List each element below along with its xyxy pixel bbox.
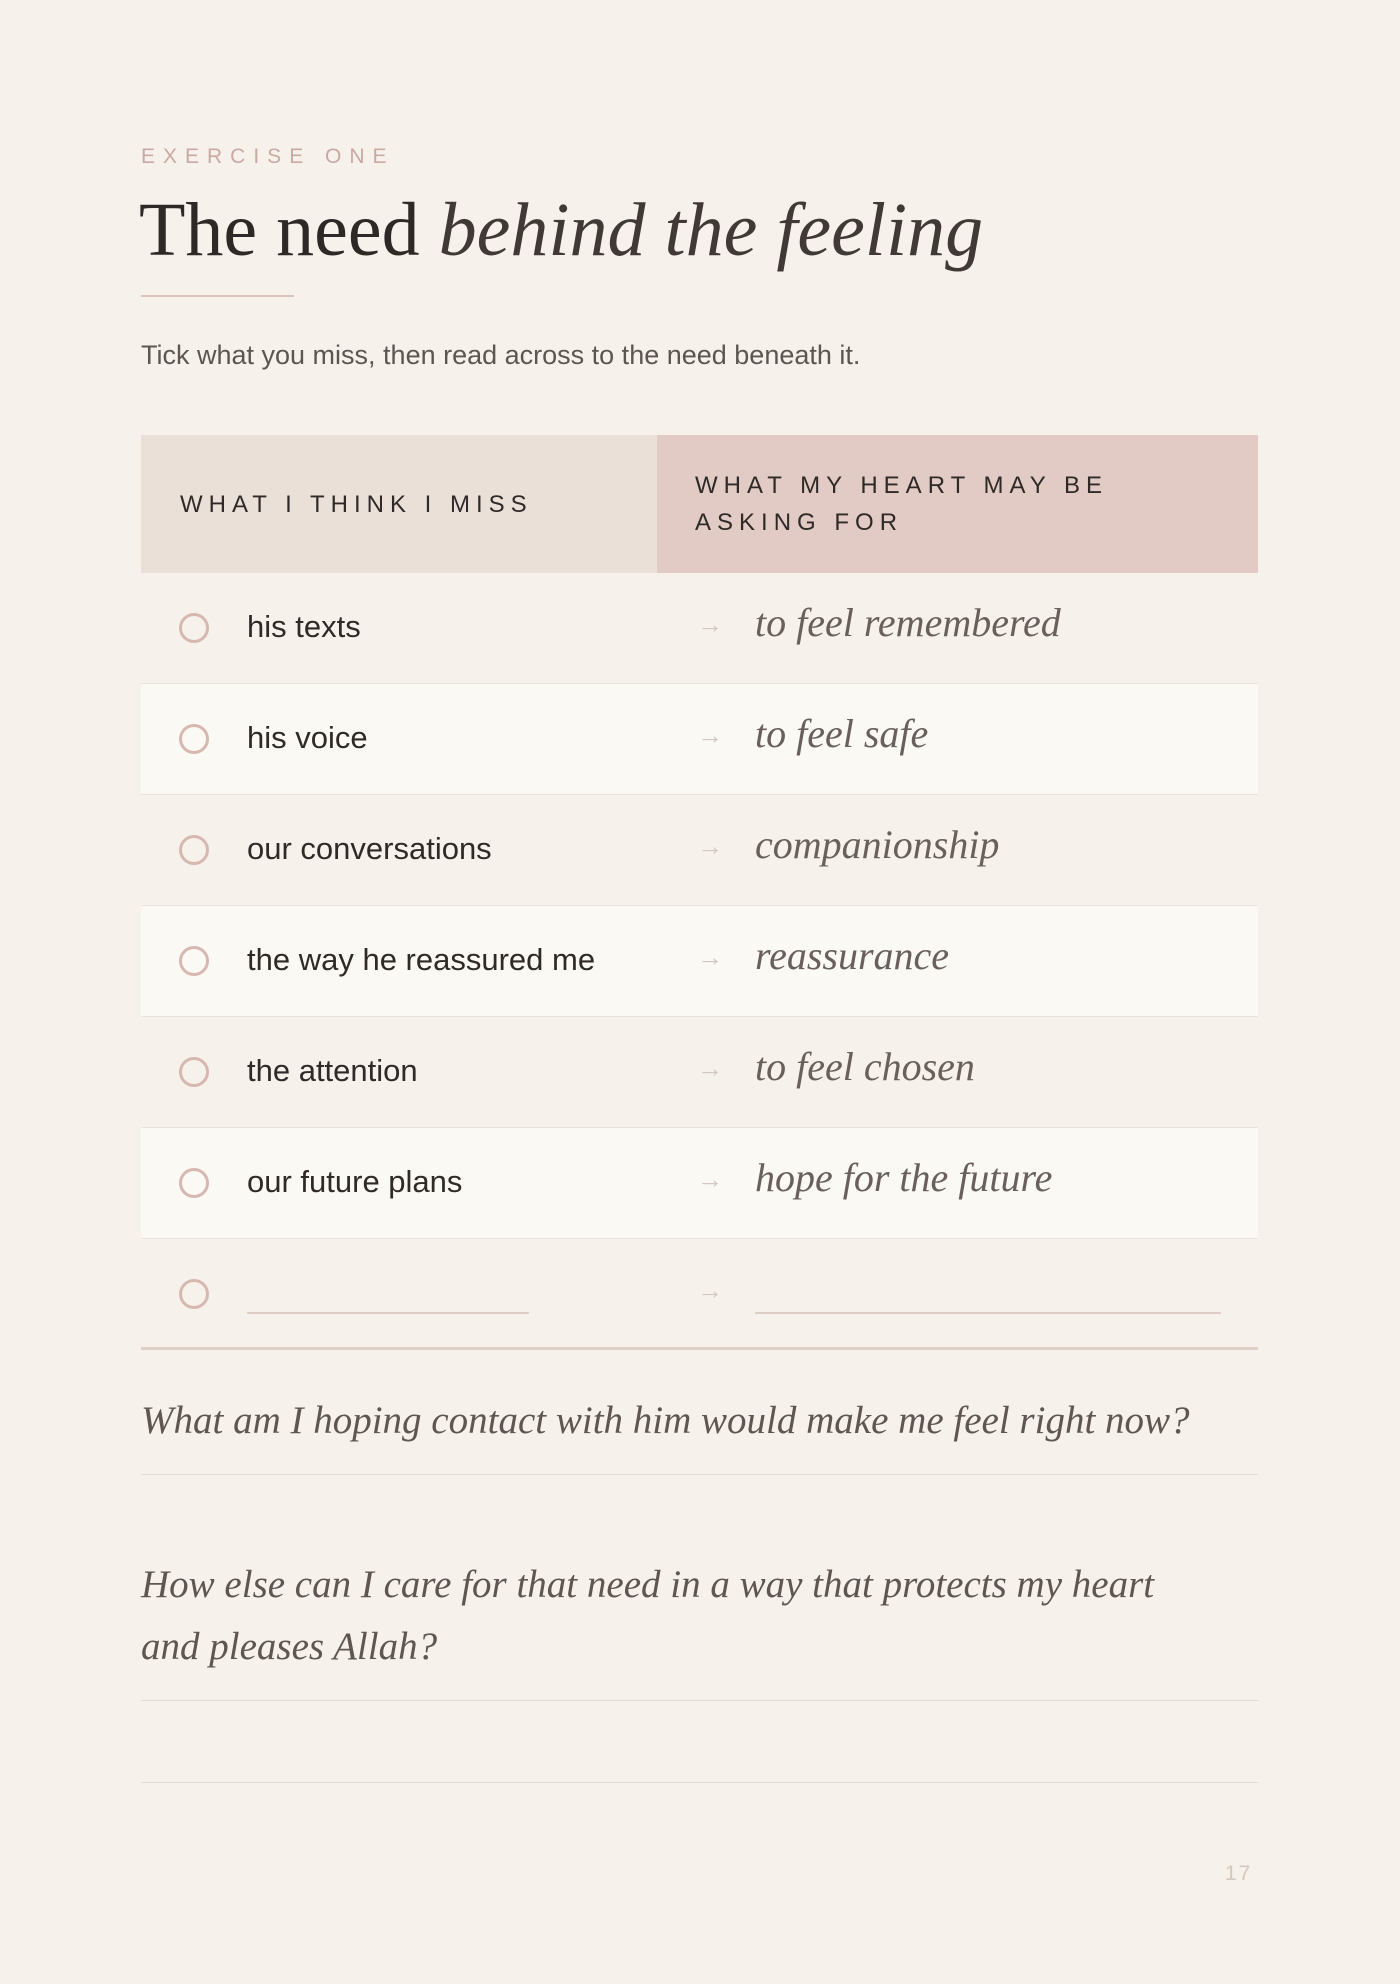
- answer-line[interactable]: [141, 1474, 1258, 1475]
- table-header: [141, 435, 1258, 573]
- miss-text: his voice: [247, 720, 368, 755]
- need-text: to feel safe: [755, 711, 929, 756]
- reflection-question-2: How else can I care for that need in a way that protects my heart and pleases Allah?: [141, 1563, 1155, 1668]
- table-row: [141, 684, 1258, 795]
- answer-line[interactable]: [141, 1782, 1258, 1783]
- checkbox-circle[interactable]: [179, 1057, 209, 1087]
- checkbox-circle[interactable]: [179, 613, 209, 643]
- need-text: companionship: [755, 822, 1000, 867]
- arrow-icon: →: [697, 609, 723, 639]
- table-row-blank: [141, 1239, 1258, 1350]
- miss-text: the way he reassured me: [247, 942, 596, 977]
- arrow-icon: →: [697, 1164, 723, 1194]
- title-italic: behind the feeling: [438, 188, 984, 272]
- checkbox-circle[interactable]: [179, 724, 209, 754]
- arrow-icon: →: [697, 1275, 723, 1305]
- table-row: [141, 1017, 1258, 1128]
- checkbox-circle[interactable]: [179, 946, 209, 976]
- table-row: [141, 573, 1258, 684]
- arrow-icon: →: [697, 942, 723, 972]
- title-plain: The need: [139, 188, 420, 272]
- arrow-icon: →: [697, 831, 723, 861]
- miss-write-in-line[interactable]: [247, 1312, 529, 1314]
- miss-text: his texts: [247, 609, 361, 644]
- need-text: hope for the future: [755, 1155, 1053, 1200]
- miss-text: our conversations: [247, 831, 492, 866]
- miss-text: the attention: [247, 1053, 418, 1088]
- table-row: [141, 795, 1258, 906]
- title-underline: [141, 295, 294, 297]
- page-number: 17: [1225, 1862, 1253, 1885]
- arrow-icon: →: [697, 1053, 723, 1083]
- checkbox-circle[interactable]: [179, 1279, 209, 1309]
- instructions: Tick what you miss, then read across to the need beneath it.: [141, 340, 861, 370]
- column-header-miss: WHAT I THINK I MISS: [141, 435, 657, 573]
- table-row: [141, 1128, 1258, 1239]
- need-write-in-line[interactable]: [755, 1312, 1221, 1314]
- exercise-label: EXERCISE ONE: [141, 145, 395, 168]
- checkbox-circle[interactable]: [179, 835, 209, 865]
- page-title: [139, 185, 983, 275]
- miss-text: our future plans: [247, 1164, 463, 1199]
- checkbox-circle[interactable]: [179, 1168, 209, 1198]
- needs-table: [141, 435, 1258, 1350]
- need-text: reassurance: [755, 933, 950, 978]
- table-row: [141, 906, 1258, 1017]
- answer-line[interactable]: [141, 1700, 1258, 1701]
- arrow-icon: →: [697, 720, 723, 750]
- need-text: to feel remembered: [755, 600, 1061, 645]
- reflection-question-1: What am I hoping contact with him would make me feel right now?: [141, 1399, 1190, 1442]
- column-header-need: WHAT MY HEART MAY BE ASKING FOR: [657, 435, 1258, 573]
- need-text: to feel chosen: [755, 1044, 975, 1089]
